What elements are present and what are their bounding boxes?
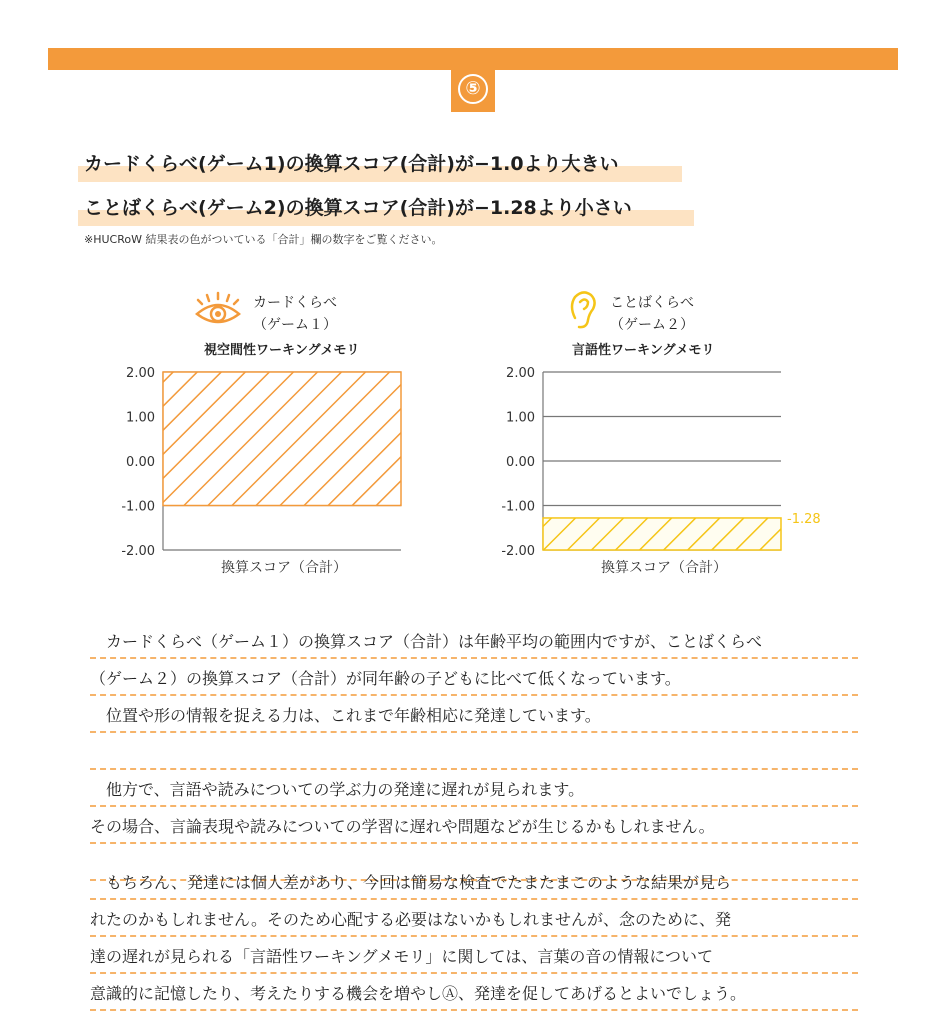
score-range-bar bbox=[543, 518, 781, 550]
dashed-rule bbox=[90, 1009, 858, 1011]
left-chart-subtitle: 視空間性ワーキングメモリ bbox=[204, 343, 360, 358]
y-tick-label: -2.00 bbox=[121, 544, 155, 559]
text-line bbox=[90, 622, 858, 659]
text-line-content: カードくらべ（ゲーム１）の換算スコア（合計）は年齢平均の範囲内ですが、ことばくらべ bbox=[90, 632, 763, 651]
text-line bbox=[90, 807, 858, 844]
right-chart-subtitle: 言語性ワーキングメモリ bbox=[572, 343, 715, 358]
score-range-bar bbox=[163, 372, 401, 506]
text-line bbox=[90, 974, 858, 1011]
y-tick-label: 2.00 bbox=[126, 366, 155, 381]
text-line bbox=[90, 937, 858, 974]
text-line-content: 他方で、言語や読みについての学ぶ力の発達に遅れが見られます。 bbox=[90, 780, 585, 799]
text-line bbox=[90, 733, 858, 770]
text-line-content: 意識的に記憶したり、考えたりする機会を増やしⒶ、発達を促してあげるとよいでしょう。 bbox=[90, 984, 747, 1003]
headline-1: カードくらべ(ゲーム1)の換算スコア(合計)が−1.0より大きい bbox=[84, 153, 619, 175]
text-line-content: れたのかもしれません。そのため心配する必要はないかもしれませんが、念のために、発 bbox=[90, 910, 731, 929]
paragraph-3 bbox=[90, 863, 858, 1011]
text-line bbox=[90, 863, 858, 900]
y-tick-label: 0.00 bbox=[506, 455, 535, 470]
headline-2: ことばくらべ(ゲーム2)の換算スコア(合計)が−1.28より小さい bbox=[84, 197, 632, 219]
text-line-content: （ゲーム２）の換算スコア（合計）が同年齢の子どもに比べて低くなっています。 bbox=[90, 669, 681, 688]
text-line bbox=[90, 659, 858, 696]
x-axis-label: 換算スコア（合計） bbox=[601, 560, 727, 576]
ear-icon bbox=[566, 288, 600, 332]
text-line bbox=[90, 696, 858, 733]
value-label: -1.28 bbox=[787, 511, 821, 527]
text-line bbox=[90, 770, 858, 807]
paragraph-1 bbox=[90, 622, 858, 770]
y-tick-label: -1.00 bbox=[121, 499, 155, 515]
left-chart-title: カードくらべ bbox=[253, 295, 337, 311]
eye-icon bbox=[193, 290, 243, 330]
y-tick-label: 2.00 bbox=[506, 366, 535, 381]
left-score-chart bbox=[110, 362, 420, 582]
text-line bbox=[90, 900, 858, 937]
section-number-badge: ⑤ bbox=[458, 74, 488, 104]
text-line-content: 達の遅れが見られる「言語性ワーキングメモリ」に関しては、言葉の音の情報について bbox=[90, 947, 714, 966]
text-line-content: その場合、言論表現や読みについての学習に遅れや問題などが生じるかもしれません。 bbox=[90, 817, 715, 836]
text-line-content: もちろん、発達には個人差があり、今回は簡易な検査でたまたまこのような結果が見ら bbox=[90, 873, 731, 892]
section-number-tab bbox=[451, 66, 495, 112]
right-chart-game: （ゲーム２） bbox=[610, 317, 694, 333]
y-tick-label: -1.00 bbox=[501, 499, 535, 515]
text-line-content: 位置や形の情報を捉える力は、これまで年齢相応に発達しています。 bbox=[90, 706, 601, 725]
right-score-chart bbox=[490, 362, 840, 582]
note-text: ※HUCRoW 結果表の色がついている「合計」欄の数字をご覧ください。 bbox=[84, 233, 443, 246]
left-chart-game: （ゲーム１） bbox=[253, 317, 337, 333]
y-tick-label: -2.00 bbox=[501, 544, 535, 559]
y-tick-label: 1.00 bbox=[506, 410, 535, 426]
y-tick-label: 0.00 bbox=[126, 455, 155, 470]
x-axis-label: 換算スコア（合計） bbox=[221, 560, 347, 576]
y-tick-label: 1.00 bbox=[126, 410, 155, 426]
right-chart-title: ことばくらべ bbox=[610, 295, 694, 311]
